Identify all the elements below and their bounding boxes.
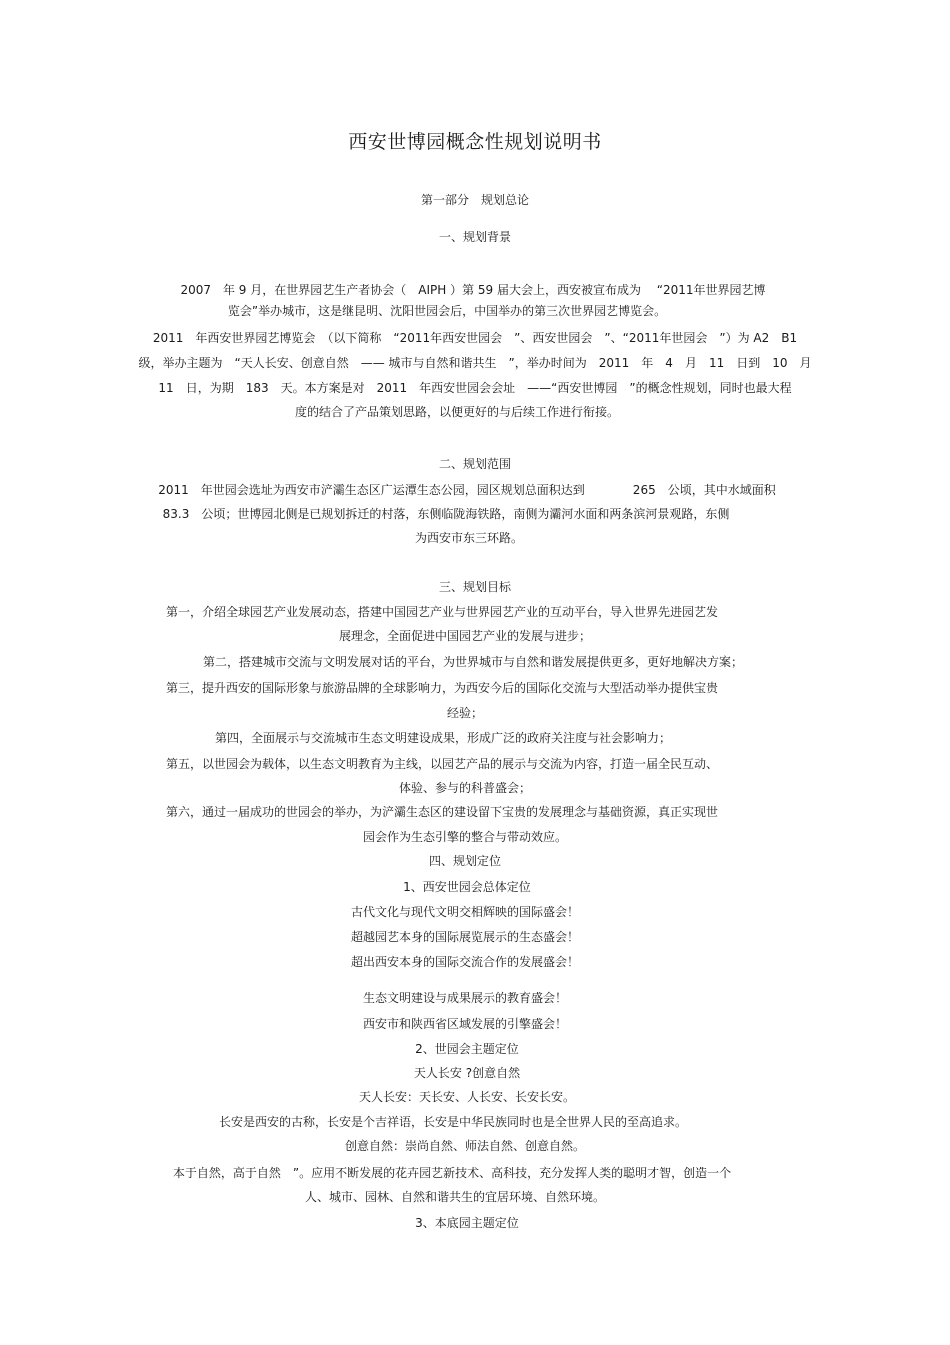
background-line: 11 日，为期 183 天。本方案是对 2011 年西安世园会会址 ——“西安世博园 ”的概念性规划，同时也最大程	[158, 381, 792, 395]
positioning-item: 西安市和陕西省区域发展的引擎盛会！	[362, 1017, 567, 1031]
goal-line: 第六，通过一届成功的世园会的举办，为浐灞生态区的建设留下宝贵的发展理念与基础资源，真正实现世	[165, 805, 718, 819]
goal-line: 经验；	[446, 706, 483, 720]
section-heading-scope: 二、规划范围	[438, 457, 511, 471]
background-line: 度的结合了产品策划思路，以便更好的与后续工作进行衔接。	[294, 405, 619, 419]
scope-line: 为西安市东三环路。	[414, 531, 523, 545]
scope-line: 2011 年世园会选址为西安市浐灞生态区广运潭生态公园，园区规划总面积达到 265 公顷，其中水域面积	[158, 483, 776, 497]
part-title: 第一部分 规划总论	[420, 193, 529, 207]
positioning-subheading-2: 2、世园会主题定位	[415, 1042, 519, 1056]
theme-line: 人、城市、园林、自然和谐共生的宜居环境、自然环境。	[304, 1190, 605, 1204]
goal-line: 第一，介绍全球园艺产业发展动态，搭建中国园艺产业与世界园艺产业的互动平台，导入世界先进园艺发	[165, 605, 718, 619]
section-heading-positioning: 四、规划定位	[428, 854, 501, 868]
section-heading-background: 一、规划背景	[438, 230, 511, 244]
document-title: 西安世博园概念性规划说明书	[348, 131, 602, 153]
positioning-subheading-3: 3、本底园主题定位	[415, 1216, 519, 1230]
background-line: 级，举办主题为 “天人长安、创意自然 —— 城市与自然和谐共生 ”，举办时间为 2011 年 4 月 11 日到 10 月	[138, 356, 812, 370]
positioning-item: 超出西安本身的国际交流合作的发展盛会！	[350, 955, 579, 969]
background-line: 2007 年 9 月，在世界园艺生产者协会（ AIPH ）第 59 届大会上，西安被宣布成为 “2011年世界园艺博	[180, 283, 766, 297]
background-line: 览会”举办城市，这是继昆明、沈阳世园会后，中国举办的第三次世界园艺博览会。	[227, 304, 667, 318]
goal-line: 第五，以世园会为载体，以生态文明教育为主线，以园艺产品的展示与交流为内容，打造一届全民互动、	[165, 757, 718, 771]
positioning-item: 生态文明建设与成果展示的教育盛会！	[362, 991, 567, 1005]
section-heading-goals: 三、规划目标	[438, 580, 511, 594]
goal-line: 体验、参与的科普盛会；	[398, 781, 531, 795]
theme-line: 本于自然，高于自然 ”。应用不断发展的花卉园艺新技术、高科技，充分发挥人类的聪明才智，创造一个	[172, 1166, 732, 1180]
theme-line: 创意自然：崇尚自然、师法自然、创意自然。	[344, 1139, 585, 1153]
scope-line: 83.3 公顷；世博园北侧是已规划拆迁的村落，东侧临陇海铁路，南侧为灞河水面和两条滨河景观路，东侧	[162, 507, 730, 521]
goal-line: 第三，提升西安的国际形象与旅游品牌的全球影响力，为西安今后的国际化交流与大型活动举办提供宝贵	[165, 681, 718, 695]
goal-line: 第四，全面展示与交流城市生态文明建设成果，形成广泛的政府关注度与社会影响力；	[214, 731, 671, 745]
goal-line: 第二，搭建城市交流与文明发展对话的平台，为世界城市与自然和谐发展提供更多，更好地解决方案；	[202, 655, 743, 669]
theme-line: 长安是西安的古称，长安是个吉祥语，长安是中华民族同时也是全世界人民的至高追求。	[218, 1115, 687, 1129]
positioning-item: 古代文化与现代文明交相辉映的国际盛会！	[350, 905, 579, 919]
goal-line: 展理念，全面促进中国园艺产业的发展与进步；	[338, 629, 591, 643]
positioning-item: 超越园艺本身的国际展览展示的生态盛会！	[350, 930, 579, 944]
positioning-subheading-1: 1、西安世园会总体定位	[403, 880, 531, 894]
theme-line: 天人长安：天长安、人长安、长安长安。	[358, 1090, 575, 1104]
background-line: 2011 年西安世界园艺博览会 （以下简称 “2011年西安世园会 ”、西安世园会 ”、“2011年世园会 ”）为 A2 B1	[152, 331, 798, 345]
theme-line: 天人长安 ?创意自然	[413, 1066, 521, 1080]
goal-line: 园会作为生态引擎的整合与带动效应。	[362, 830, 567, 844]
